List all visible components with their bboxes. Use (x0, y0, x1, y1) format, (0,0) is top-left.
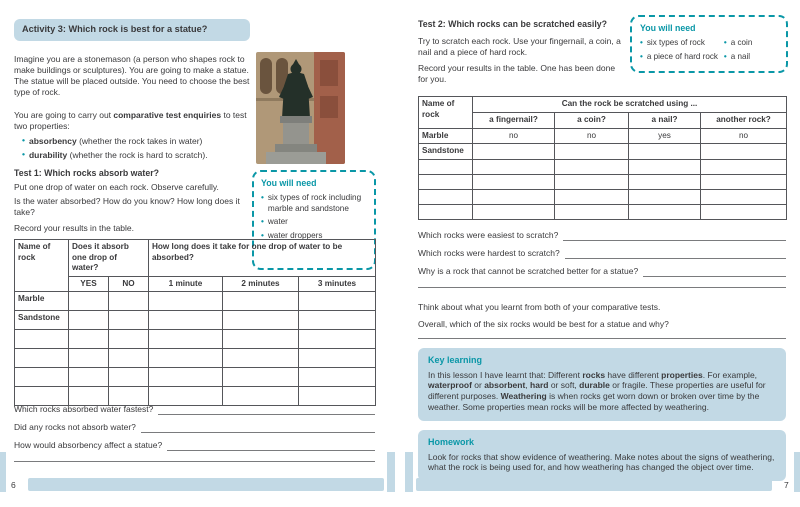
key-learning-body: In this lesson I have learnt that: Different rocks have different properties. For example, waterproof or absorbent, hard or soft, durable or fragile. These properties are useful for different purposes. Weathering is when rocks get worn down or broken over time by the weather. Some properties mean rocks will be more affected by weathering. (428, 369, 766, 413)
question-label: How would absorbency affect a statue? (14, 440, 163, 450)
cell (629, 159, 701, 174)
cell (109, 387, 149, 406)
need-item-label: • water (267, 217, 288, 227)
cell (299, 292, 376, 311)
scratch-table (418, 96, 786, 220)
cell: no (701, 128, 787, 144)
need-item-label: • six types of rock (646, 38, 705, 48)
activity-title: Activity 3: Which rock is best for a statue? (22, 24, 208, 34)
row-name (15, 349, 69, 368)
homework-box (418, 430, 786, 481)
col-group-scratch: Can the rock be scratched using ... (473, 97, 787, 113)
sub-header-nail: a nail? (629, 113, 701, 129)
cell (223, 311, 299, 330)
sub-header-2min: 2 minutes (223, 276, 299, 292)
question-row (418, 248, 786, 259)
cell (629, 174, 701, 189)
cell (555, 159, 629, 174)
statue-photo (256, 52, 345, 164)
need-item (724, 38, 778, 48)
table-row (419, 128, 787, 144)
question-label: Which rocks absorbed water fastest? (14, 404, 154, 414)
cell (69, 330, 109, 349)
cell (223, 330, 299, 349)
question-label: Which rocks were hardest to scratch? (418, 248, 560, 258)
table-row (15, 349, 376, 368)
spine-tab-left (387, 452, 395, 492)
test1-instruction-1: Put one drop of water on each rock. Observe carefully. (14, 182, 219, 192)
need-item (261, 217, 367, 228)
question-row (418, 230, 786, 241)
row-name: Marble (15, 292, 69, 311)
answer-line (418, 287, 786, 288)
cell: no (555, 128, 629, 144)
cell (555, 189, 629, 204)
cell (701, 144, 787, 160)
edge-tab-left (0, 452, 6, 492)
need-item-label: • a piece of hard rock (646, 51, 718, 61)
col-header-name: Name of rock (15, 240, 69, 292)
question-row (14, 422, 375, 433)
footer-bar-left (28, 478, 384, 491)
col-group-absorb: Does it absorb one drop of water? (69, 240, 149, 277)
cell (109, 311, 149, 330)
row-name: Sandstone (15, 311, 69, 330)
test1-instruction-3: Record your results in the table. (14, 223, 135, 233)
cell (109, 292, 149, 311)
cell (299, 311, 376, 330)
question-label: Did any rocks not absorb water? (14, 422, 136, 432)
homework-body: Look for rocks that show evidence of weathering. Make notes about the signs of weathering, what the rock is being used for, and how weathering has changed the object over time. (428, 451, 775, 473)
question-label: Why is a rock that cannot be scratched better for a statue? (418, 266, 639, 276)
cell (69, 311, 109, 330)
bullet-text: • durability (whether the rock is hard to scratch). (28, 149, 208, 160)
cell (69, 349, 109, 368)
cell (223, 292, 299, 311)
bullet-text: • absorbency (whether the rock takes in water) (28, 136, 203, 146)
row-name (15, 368, 69, 387)
cell: yes (629, 128, 701, 144)
cell (299, 368, 376, 387)
answer-line (418, 338, 786, 339)
cell (299, 387, 376, 406)
need-item (724, 52, 778, 62)
question-label: Which rocks were easiest to scratch? (418, 230, 559, 240)
key-learning-box (418, 348, 786, 421)
col-header-name: Name of rock (419, 97, 473, 129)
answer-line (14, 461, 375, 462)
answer-line (565, 249, 786, 259)
test1-heading: Test 1: Which rocks absorb water? (14, 168, 160, 178)
table-row (15, 311, 376, 330)
question-row (14, 440, 375, 451)
cell (473, 189, 555, 204)
sub-header-no: NO (109, 276, 149, 292)
cell (555, 204, 629, 219)
cell (149, 349, 223, 368)
row-name (419, 189, 473, 204)
you-will-need-heading: You will need (640, 23, 696, 33)
bullet-item-absorbency (22, 136, 257, 147)
cell (149, 311, 223, 330)
question-row (418, 266, 786, 277)
col-group-howlong: How long does it take for one drop of water to be absorbed? (149, 240, 376, 277)
you-will-need-box-right (630, 15, 788, 73)
row-name (419, 174, 473, 189)
overall-question: Overall, which of the six rocks would be best for a statue and why? (418, 319, 669, 329)
cell (109, 368, 149, 387)
edge-tab-right (794, 452, 800, 492)
cell (701, 174, 787, 189)
sub-header-3min: 3 minutes (299, 276, 376, 292)
page-number-right: 7 (784, 480, 789, 490)
spine-tab-right (405, 452, 413, 492)
cell (299, 349, 376, 368)
need-item (640, 38, 724, 48)
row-name (419, 159, 473, 174)
table-row (15, 292, 376, 311)
table-row (419, 174, 787, 189)
cell (473, 159, 555, 174)
you-will-need-heading: You will need (261, 178, 317, 188)
cell (223, 349, 299, 368)
activity-title-box (14, 19, 250, 41)
think-paragraph: Think about what you learnt from both of your comparative tests. (418, 302, 661, 312)
cell (223, 387, 299, 406)
row-name (15, 387, 69, 406)
need-item-label: • a coin (730, 38, 753, 48)
table-row (419, 159, 787, 174)
row-name: Marble (419, 128, 473, 144)
cell (701, 159, 787, 174)
comparative-paragraph: You are going to carry out comparative test enquiries to test two properties: (14, 110, 247, 131)
cell (629, 189, 701, 204)
cell (299, 330, 376, 349)
need-item-label: • six types of rock including marble and sandstone (267, 193, 362, 213)
cell (149, 292, 223, 311)
test1-instruction-2: Is the water absorbed? How do you know? How long does it take? (14, 196, 240, 217)
sub-header-yes: YES (69, 276, 109, 292)
table-row (15, 387, 376, 406)
question-row (14, 404, 375, 415)
table-row (419, 144, 787, 160)
need-item-label: • water droppers (267, 230, 323, 240)
cell (149, 368, 223, 387)
cell (555, 174, 629, 189)
test2-heading: Test 2: Which rocks can be scratched easily? (418, 19, 608, 29)
answer-line (563, 231, 786, 241)
test2-instruction-2: Record your results in the table. One has been done for you. (418, 63, 616, 84)
cell (629, 144, 701, 160)
table-row (15, 330, 376, 349)
cell (149, 330, 223, 349)
cell (109, 349, 149, 368)
row-name (419, 204, 473, 219)
row-name (15, 330, 69, 349)
cell (69, 387, 109, 406)
cell (701, 204, 787, 219)
key-learning-heading: Key learning (428, 355, 483, 365)
cell: no (473, 128, 555, 144)
cell (701, 189, 787, 204)
statue-illustration (256, 52, 345, 164)
answer-line (141, 423, 375, 433)
sub-header-fingernail: a fingernail? (473, 113, 555, 129)
table-row (419, 189, 787, 204)
answer-line (158, 405, 375, 415)
absorbency-table (14, 239, 375, 406)
need-item (261, 193, 367, 214)
row-name: Sandstone (419, 144, 473, 160)
cell (109, 330, 149, 349)
cell (629, 204, 701, 219)
need-item-label: • a nail (730, 51, 751, 61)
intro-paragraph: Imagine you are a stonemason (a person who shapes rock to make buildings or sculptures). You are going to make a statue. The statue will be placed outside. You need to choose the best type of rock. (14, 54, 250, 97)
answer-line (167, 441, 375, 451)
cell (473, 144, 555, 160)
cell (473, 174, 555, 189)
table-row (419, 204, 787, 219)
homework-heading: Homework (428, 437, 475, 447)
sub-header-rock: another rock? (701, 113, 787, 129)
cell (69, 292, 109, 311)
cell (69, 368, 109, 387)
answer-line (643, 267, 786, 277)
cell (223, 368, 299, 387)
property-bullet-list (22, 136, 257, 164)
need-column-1 (640, 38, 724, 65)
need-item (640, 52, 724, 62)
cell (555, 144, 629, 160)
cell (149, 387, 223, 406)
page-number-left: 6 (11, 480, 16, 490)
sub-header-coin: a coin? (555, 113, 629, 129)
test2-instruction-1: Try to scratch each rock. Use your fingernail, a coin, a nail and a piece of hard rock. (418, 36, 621, 57)
bullet-item-durability (22, 150, 257, 161)
cell (473, 204, 555, 219)
footer-bar-right (416, 478, 772, 491)
sub-header-1min: 1 minute (149, 276, 223, 292)
need-column-2 (724, 38, 778, 65)
table-row (15, 368, 376, 387)
